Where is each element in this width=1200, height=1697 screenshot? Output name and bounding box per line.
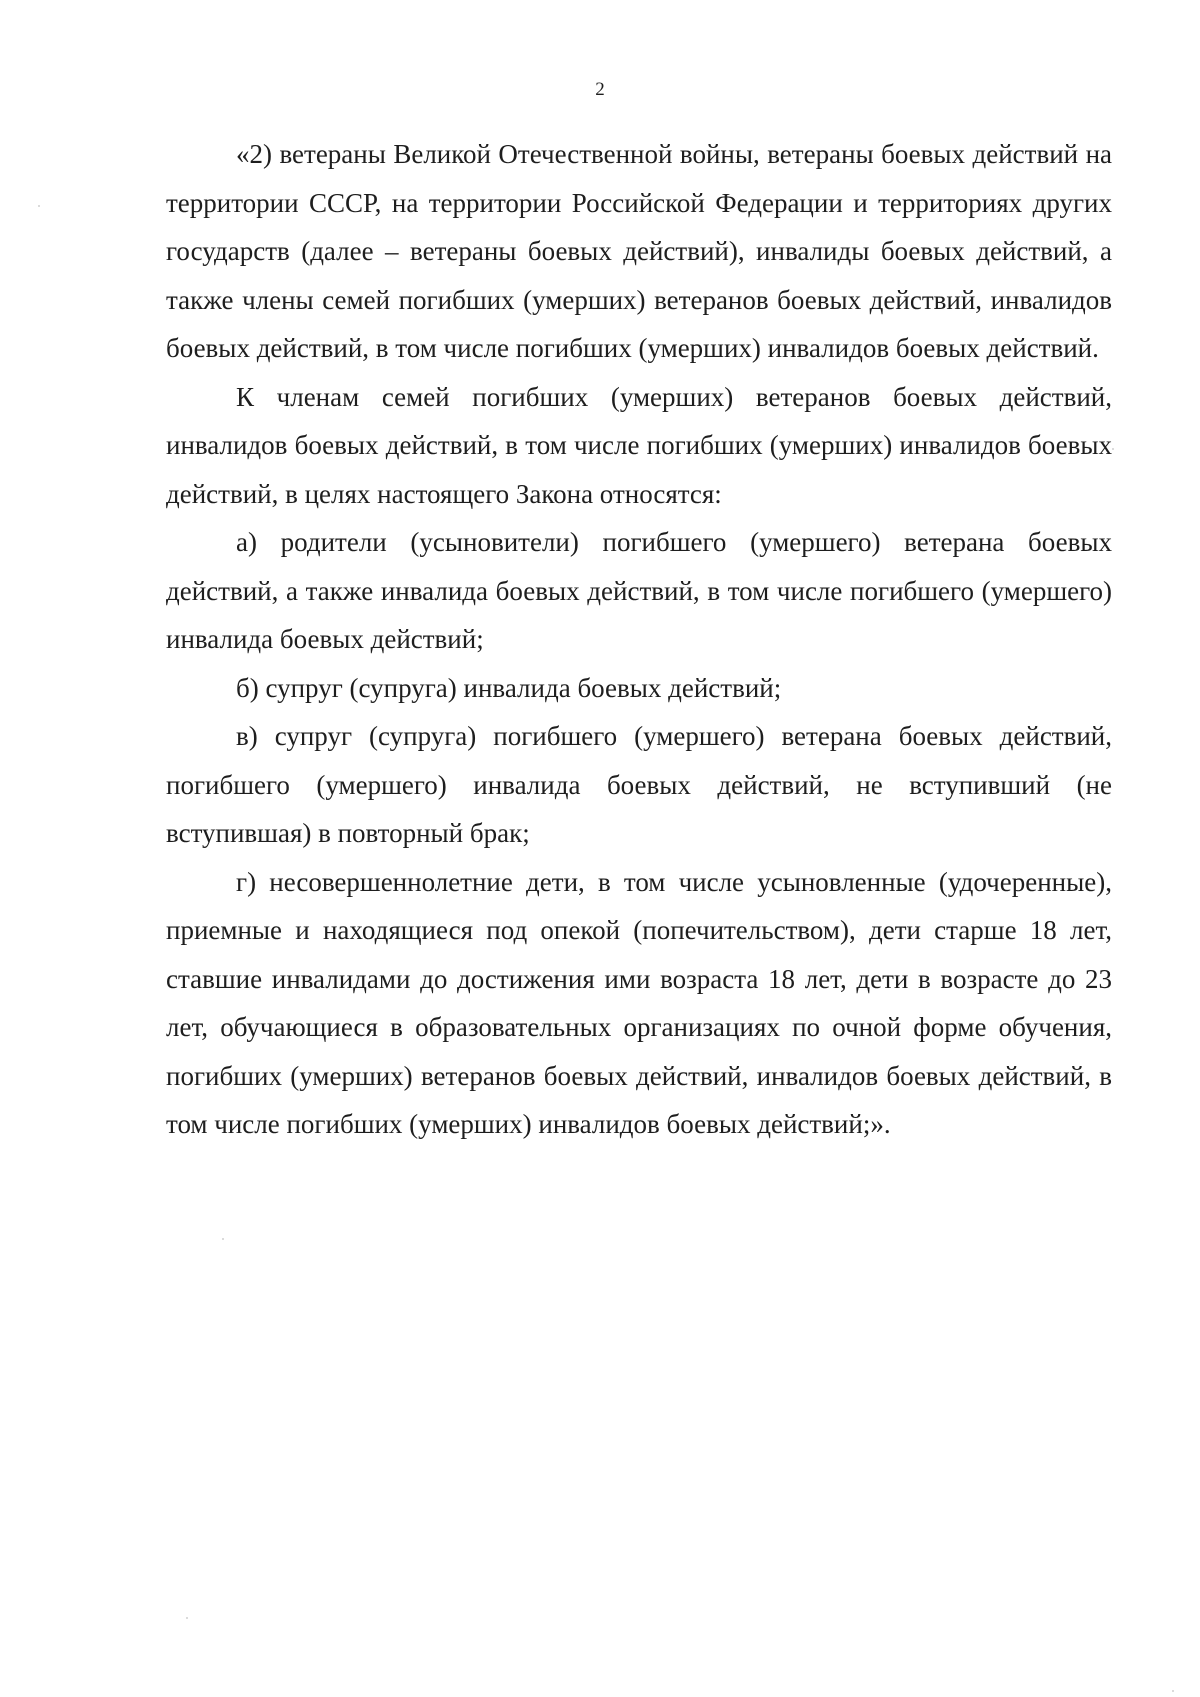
paragraph-item-2-definition: «2) ветераны Великой Отечественной войны, ветераны боевых действий на территории СССР, на территории Российской Федерации и территориях других государств (далее – ветераны боевых действий), инвалиды боевых действий, а также члены семей погибших (умерших) ветеранов боевых действий, инвалидов боевых действий, в том числе погибших (умерших) инвалидов боевых действий. (166, 139, 1112, 363)
document-body (166, 130, 1112, 1149)
scan-speck (38, 205, 40, 207)
paragraph-subitem-v: в) супруг (супруга) погибшего (умершего) ветерана боевых действий, погибшего (умершего) инвалида боевых действий, не вступивший (не вступившая) в повторный брак; (166, 721, 1112, 848)
scan-speck (186, 1617, 188, 1619)
paragraph-subitem-a: а) родители (усыновители) погибшего (умершего) ветерана боевых действий, а также инвалида боевых действий, в том числе погибшего (умершего) инвалида боевых действий; (166, 527, 1112, 654)
scan-speck (1172, 1690, 1174, 1692)
paragraph-family-members-intro: К членам семей погибших (умерших) ветеранов боевых действий, инвалидов боевых действий, в том числе погибших (умерших) инвалидов боевых действий, в целях настоящего Закона относятся: (166, 381, 1112, 509)
page-number: 2 (595, 79, 605, 100)
scan-speck (1112, 448, 1114, 450)
paragraph-subitem-g: г) несовершеннолетние дети, в том числе усыновленные (удочеренные), приемные и находящиеся под опекой (попечительством), дети старше 18 лет, ставшие инвалидами до достижения ими возраста 18 лет, дети в возрасте до 23 лет, обучающиеся в образовательных организациях по очной форме обучения, погибших (умерших) ветеранов боевых действий, инвалидов боевых действий, в том числе погибших (умерших) инвалидов боевых действий;». (166, 866, 1112, 1139)
scan-speck (222, 1238, 224, 1240)
paragraph-subitem-b: б) супруг (супруга) инвалида боевых действий; (236, 672, 782, 703)
